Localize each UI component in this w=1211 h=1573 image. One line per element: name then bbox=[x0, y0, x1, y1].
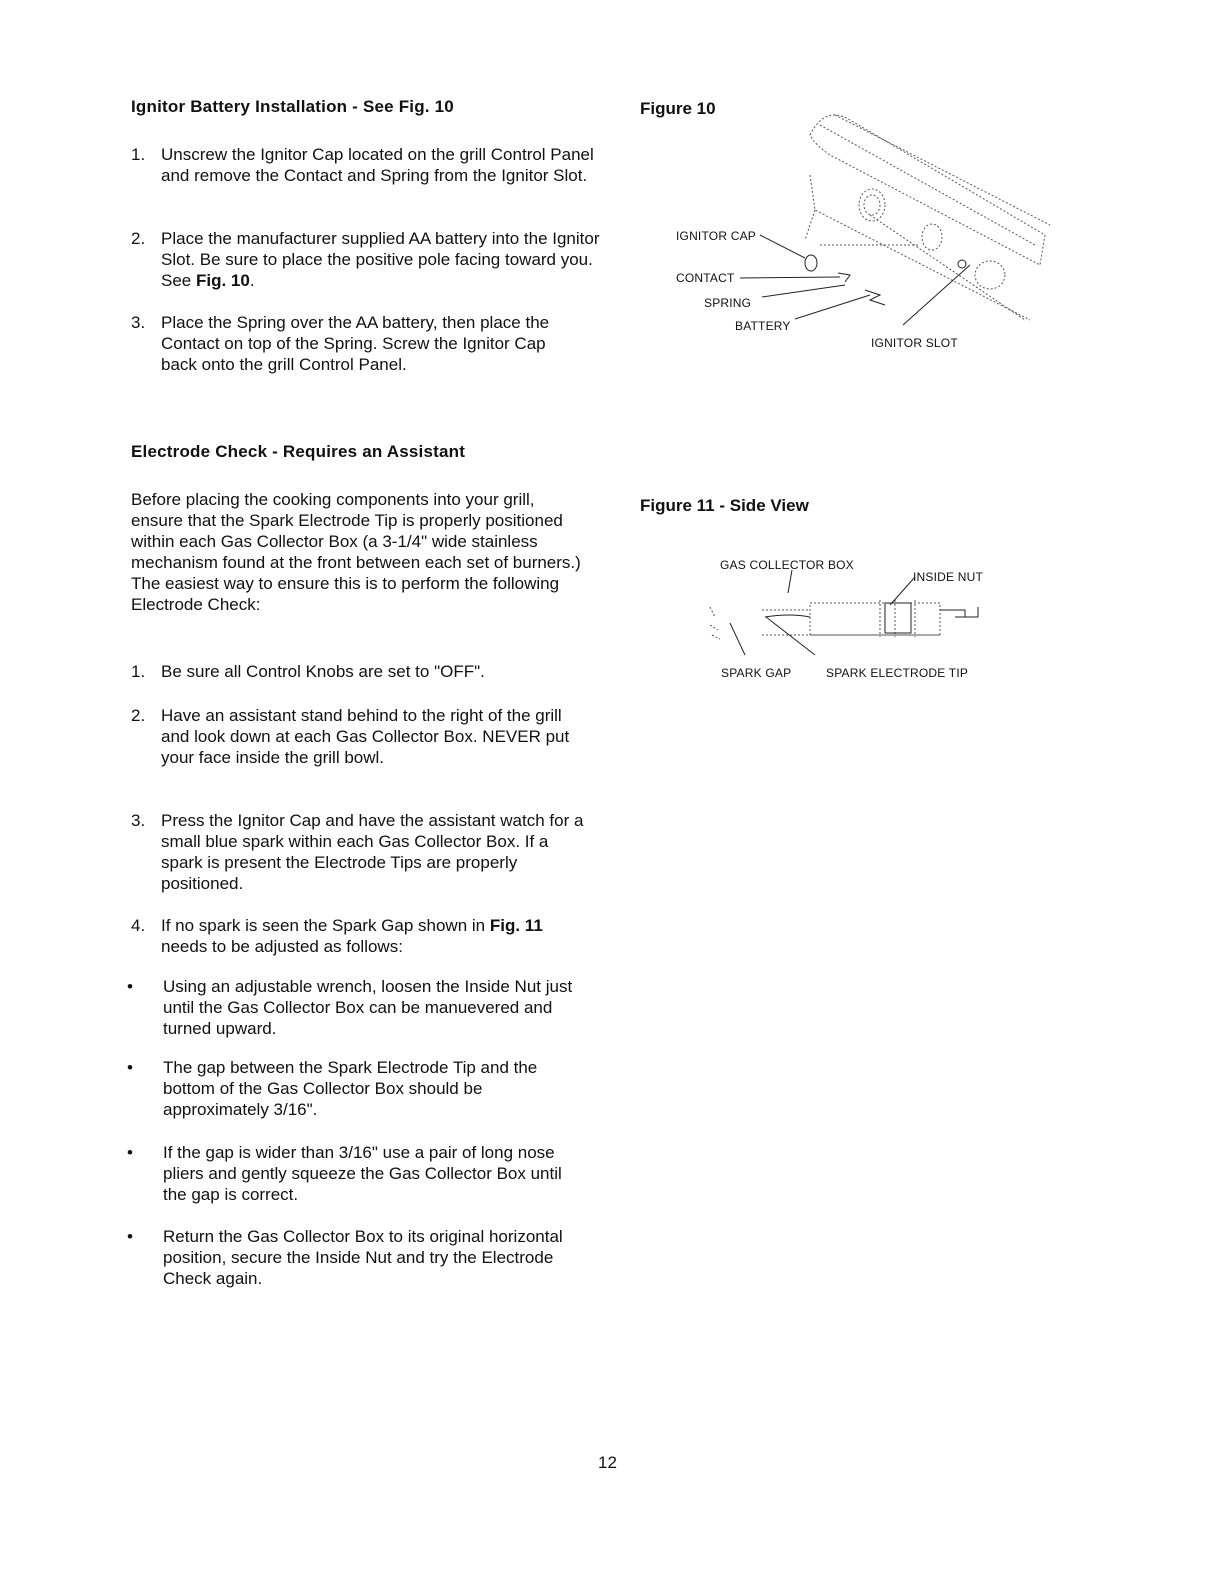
label-battery: BATTERY bbox=[735, 319, 791, 333]
step-number: 2. bbox=[131, 229, 146, 248]
electrode-step-3 bbox=[131, 810, 601, 894]
page-number: 12 bbox=[598, 1453, 617, 1472]
figure-reference: Fig. 10 bbox=[195, 271, 250, 290]
adjust-bullet-2 bbox=[127, 1057, 597, 1120]
ignitor-step-3 bbox=[131, 312, 601, 375]
label-contact: CONTACT bbox=[676, 271, 735, 285]
bullet-text: If the gap is wider than 3/16" use a pair of long nose pliers and gently squeeze the Gas Collector Box until the gap is correct. bbox=[163, 1143, 562, 1204]
ignitor-step-1 bbox=[131, 144, 601, 186]
figure-10-ignitor-diagram bbox=[640, 85, 1060, 360]
adjust-bullet-4 bbox=[127, 1226, 597, 1289]
section-heading-electrode-check: Electrode Check - Requires an Assistant bbox=[131, 442, 466, 461]
grill-control-panel-drawing bbox=[805, 115, 1050, 320]
inside-nut-and-electrode bbox=[765, 603, 978, 633]
step-number: 3. bbox=[131, 811, 146, 830]
figure-10-title: Figure 10 bbox=[640, 99, 716, 118]
figure-10-leader-lines bbox=[740, 235, 970, 325]
electrode-step-4 bbox=[131, 915, 601, 957]
label-gas-collector-box: GAS COLLECTOR BOX bbox=[720, 558, 854, 572]
step-text: Unscrew the Ignitor Cap located on the grill Control Panel and remove the Contact and Spring from the Ignitor Slot. bbox=[161, 145, 594, 185]
step-number: 3. bbox=[131, 313, 146, 332]
bullet-marker: • bbox=[127, 1143, 133, 1162]
electrode-step-2 bbox=[131, 705, 601, 768]
step-number: 1. bbox=[131, 145, 146, 164]
label-ignitor-slot: IGNITOR SLOT bbox=[871, 336, 958, 350]
bullet-text: The gap between the Spark Electrode Tip and the bottom of the Gas Collector Box should be approximately 3/16". bbox=[163, 1058, 538, 1119]
step-text-tail: . bbox=[249, 271, 255, 290]
bullet-text: Return the Gas Collector Box to its original horizontal position, secure the Inside Nut and try the Electrode Check again. bbox=[163, 1227, 563, 1288]
label-spring: SPRING bbox=[704, 296, 752, 310]
electrode-step-1 bbox=[131, 661, 601, 682]
bullet-marker: • bbox=[127, 1058, 133, 1077]
bullet-text: Using an adjustable wrench, loosen the Inside Nut just until the Gas Collector Box can be manuevered and turned upward. bbox=[163, 977, 573, 1038]
step-number: 2. bbox=[131, 706, 146, 725]
electrode-intro-paragraph: Before placing the cooking components into your grill, ensure that the Spark Electrode Tip is properly positioned within each Gas Collector Box (a 3-1/4" wide stainless mechanism found at the front between each set of burners.) The easiest way to ensure this is to perform the following Electrode Check: bbox=[131, 490, 581, 614]
section-heading-ignitor-battery: Ignitor Battery Installation - See Fig. 10 bbox=[131, 97, 454, 116]
label-spark-electrode-tip: SPARK ELECTRODE TIP bbox=[826, 666, 969, 680]
label-inside-nut: INSIDE NUT bbox=[913, 570, 984, 584]
step-text: Place the Spring over the AA battery, then place the Contact on top of the Spring. Screw the Ignitor Cap back onto the grill Control Panel. bbox=[161, 313, 550, 374]
label-spark-gap: SPARK GAP bbox=[721, 666, 792, 680]
step-text: Have an assistant stand behind to the right of the grill and look down at each Gas Collector Box. NEVER put your face inside the grill bowl. bbox=[161, 706, 570, 767]
figure-11-title: Figure 11 - Side View bbox=[640, 496, 809, 515]
figure-reference: Fig. 11 bbox=[489, 916, 543, 935]
step-text-post: needs to be adjusted as follows: bbox=[161, 937, 403, 956]
bullet-marker: • bbox=[127, 1227, 133, 1246]
bullet-marker: • bbox=[127, 977, 133, 996]
step-text: Press the Ignitor Cap and have the assistant watch for a small blue spark within each Gas Collector Box. If a spark is present the Electrode Tips are properly positioned. bbox=[161, 811, 584, 893]
ignitor-step-2 bbox=[131, 228, 601, 291]
step-number: 4. bbox=[131, 916, 146, 935]
step-text: If no spark is seen the Spark Gap shown in bbox=[161, 916, 486, 935]
adjust-bullet-1 bbox=[127, 976, 597, 1039]
ignitor-parts-drawing bbox=[805, 255, 966, 305]
figure-11-leader-lines bbox=[730, 570, 915, 655]
step-text: Be sure all Control Knobs are set to "OFF". bbox=[161, 662, 485, 681]
step-number: 1. bbox=[131, 662, 146, 681]
adjust-bullet-3 bbox=[127, 1142, 597, 1205]
step-text: Place the manufacturer supplied AA battery into the Ignitor Slot. Be sure to place the positive pole facing toward you. See bbox=[161, 229, 600, 290]
label-ignitor-cap: IGNITOR CAP bbox=[676, 229, 756, 243]
